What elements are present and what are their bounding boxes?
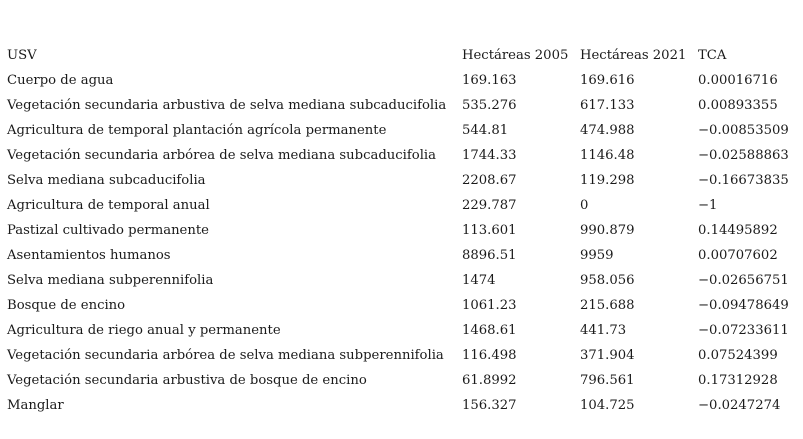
tca-cell: 0.14495892 [698,223,778,238]
hectareas-2005-cell: 8896.51 [462,248,517,263]
usv-table [7,43,798,418]
table-row [7,318,798,343]
usv-cell: Selva mediana subperennifolia [7,273,214,288]
hectareas-2021-cell: 371.904 [580,348,635,363]
tca-cell: −0.09478649 [698,298,789,313]
table-row [7,368,798,393]
usv-cell: Bosque de encino [7,298,126,313]
tca-cell: 0.00707602 [698,248,778,263]
table-row [7,293,798,318]
hectareas-2005-cell: 2208.67 [462,173,517,188]
tca-cell: 0.00893355 [698,98,778,113]
tca-cell: −0.0247274 [698,398,781,413]
hectareas-2005-cell: 1744.33 [462,148,517,163]
hectareas-2021-cell: 958.056 [580,273,635,288]
usv-cell: Agricultura de temporal plantación agrícola permanente [7,123,387,138]
usv-cell: Cuerpo de agua [7,73,114,88]
tca-cell: −0.16673835 [698,173,789,188]
hectareas-2021-cell: 474.988 [580,123,635,138]
hectareas-2005-cell: 1468.61 [462,323,517,338]
table-row [7,193,798,218]
table-row [7,118,798,143]
hectareas-2005-cell: 61.8992 [462,373,517,388]
usv-cell: Vegetación secundaria arbórea de selva mediana subcaducifolia [7,148,437,163]
tca-cell: 0.07524399 [698,348,778,363]
hectareas-2021-cell: 119.298 [580,173,635,188]
table-row [7,393,798,418]
hectareas-2005-cell: 229.787 [462,198,517,213]
hectareas-2021-cell: 0 [580,198,589,213]
usv-cell: Agricultura de riego anual y permanente [7,323,281,338]
hectareas-2021-cell: 9959 [580,248,614,263]
header-usv: USV [7,48,37,63]
table-row [7,343,798,368]
table-row [7,143,798,168]
header-hectareas-2005: Hectáreas 2005 [462,48,569,63]
header-row [7,43,798,68]
table-row [7,218,798,243]
usv-cell: Vegetación secundaria arbustiva de selva mediana subcaducifolia [7,98,447,113]
table-row [7,93,798,118]
hectareas-2005-cell: 169.163 [462,73,517,88]
table-body [7,43,798,418]
table-row [7,68,798,93]
usv-cell: Selva mediana subcaducifolia [7,173,206,188]
usv-cell: Manglar [7,398,64,413]
hectareas-2005-cell: 116.498 [462,348,517,363]
tca-cell: −1 [698,198,718,213]
table-row [7,243,798,268]
hectareas-2005-cell: 1061.23 [462,298,517,313]
tca-cell: −0.02588863 [698,148,789,163]
usv-cell: Vegetación secundaria arbórea de selva mediana subperennifolia [7,348,444,363]
tca-cell: 0.00016716 [698,73,778,88]
tca-cell: −0.07233611 [698,323,789,338]
hectareas-2021-cell: 990.879 [580,223,635,238]
usv-cell: Asentamientos humanos [7,248,171,263]
hectareas-2005-cell: 156.327 [462,398,517,413]
hectareas-2021-cell: 215.688 [580,298,635,313]
tca-cell: −0.00853509 [698,123,789,138]
tca-cell: −0.02656751 [698,273,789,288]
header-hectareas-2021: Hectáreas 2021 [580,48,687,63]
hectareas-2005-cell: 1474 [462,273,496,288]
hectareas-2005-cell: 113.601 [462,223,517,238]
usv-cell: Vegetación secundaria arbustiva de bosque de encino [7,373,367,388]
hectareas-2021-cell: 104.725 [580,398,635,413]
usv-cell: Pastizal cultivado permanente [7,223,209,238]
hectareas-2021-cell: 1146.48 [580,148,635,163]
hectareas-2005-cell: 535.276 [462,98,517,113]
usv-cell: Agricultura de temporal anual [7,198,210,213]
hectareas-2021-cell: 169.616 [580,73,635,88]
tca-cell: 0.17312928 [698,373,778,388]
hectareas-2005-cell: 544.81 [462,123,509,138]
hectareas-2021-cell: 441.73 [580,323,627,338]
hectareas-2021-cell: 796.561 [580,373,635,388]
table-row [7,268,798,293]
hectareas-2021-cell: 617.133 [580,98,635,113]
header-tca: TCA [698,48,727,63]
table-row [7,168,798,193]
